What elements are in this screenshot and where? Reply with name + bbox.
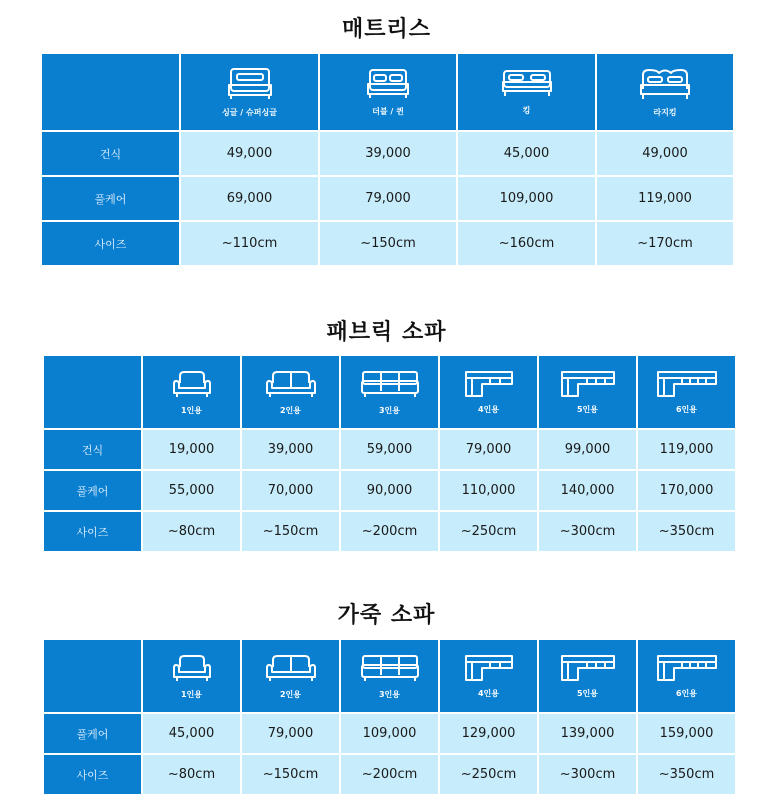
table-row [41,131,734,176]
corner-sofa-6-icon [638,370,735,398]
column-label: 5인용 [576,404,599,414]
column-label: 3인용 [378,689,401,699]
column-label: 2인용 [279,689,302,699]
price-cell: 90,000 [340,470,439,511]
price-cell: 119,000 [596,176,734,221]
size-cell: ~350cm [637,754,736,795]
column-label: 6인용 [675,404,698,414]
corner-sofa-6-icon [638,654,735,682]
size-cell: ~150cm [319,221,457,266]
price-cell: 70,000 [241,470,340,511]
size-cell: ~170cm [596,221,734,266]
column-label: 더블 / 퀸 [372,106,404,116]
column-header-2-seat [241,355,340,429]
mattress-title: 매트리스 [341,17,431,42]
column-header-3-seat [340,355,439,429]
table-corner [43,639,142,713]
price-cell: 79,000 [319,176,457,221]
price-cell: 129,000 [439,713,538,754]
column-header-1-seat [142,639,241,713]
armchair-icon [143,653,240,683]
size-cell: ~250cm [439,754,538,795]
table-row [43,754,736,795]
row-label: 건식 [43,429,142,470]
fabric-sofa-title: 패브릭 소파 [326,320,447,345]
column-header-4-seat [439,639,538,713]
price-cell: 170,000 [637,470,736,511]
row-label: 풀케어 [41,176,180,221]
double-bed-icon [320,68,456,100]
two-seat-sofa-icon [242,653,339,683]
size-cell: ~80cm [142,754,241,795]
mattress-price-table [40,52,735,267]
column-header-3-seat [340,639,439,713]
column-header-single [180,53,319,131]
price-cell: 19,000 [142,429,241,470]
size-cell: ~80cm [142,511,241,552]
table-corner [43,355,142,429]
column-header-1-seat [142,355,241,429]
price-cell: 69,000 [180,176,319,221]
table-row [43,470,736,511]
size-cell: ~350cm [637,511,736,552]
column-header-2-seat [241,639,340,713]
column-label: 4인용 [477,688,500,698]
size-cell: ~250cm [439,511,538,552]
table-row [43,713,736,754]
column-label: 1인용 [180,689,203,699]
price-cell: 49,000 [596,131,734,176]
corner-sofa-5-icon [539,370,636,398]
size-cell: ~150cm [241,754,340,795]
column-label: 킹 [522,105,531,115]
price-cell: 49,000 [180,131,319,176]
size-cell: ~110cm [180,221,319,266]
column-header-5-seat [538,355,637,429]
column-header-5-seat [538,639,637,713]
king-bed-icon [458,69,595,99]
column-header-king [457,53,596,131]
price-cell: 159,000 [637,713,736,754]
price-cell: 109,000 [340,713,439,754]
armchair-icon [143,369,240,399]
large-king-bed-icon [597,67,733,101]
two-seat-sofa-icon [242,369,339,399]
price-cell: 99,000 [538,429,637,470]
column-header-4-seat [439,355,538,429]
price-cell: 119,000 [637,429,736,470]
price-cell: 55,000 [142,470,241,511]
column-label: 1인용 [180,405,203,415]
price-cell: 39,000 [241,429,340,470]
table-row [41,221,734,266]
column-header-double [319,53,457,131]
price-cell: 79,000 [241,713,340,754]
size-cell: ~200cm [340,511,439,552]
size-cell: ~150cm [241,511,340,552]
size-cell: ~200cm [340,754,439,795]
column-label: 2인용 [279,405,302,415]
price-cell: 139,000 [538,713,637,754]
fabric-sofa-price-table [42,354,737,553]
column-header-6-seat [637,639,736,713]
column-header-6-seat [637,355,736,429]
price-cell: 109,000 [457,176,596,221]
column-header-large-king [596,53,734,131]
price-cell: 45,000 [457,131,596,176]
row-label: 건식 [41,131,180,176]
column-label: 싱글 / 슈퍼싱글 [222,107,277,117]
column-label: 6인용 [675,688,698,698]
table-row [43,511,736,552]
row-label: 풀케어 [43,470,142,511]
corner-sofa-4-icon [440,654,537,682]
price-cell: 39,000 [319,131,457,176]
row-label: 사이즈 [41,221,180,266]
column-label: 5인용 [576,688,599,698]
column-label: 4인용 [477,404,500,414]
corner-sofa-4-icon [440,370,537,398]
row-label: 사이즈 [43,754,142,795]
column-label: 3인용 [378,405,401,415]
price-cell: 110,000 [439,470,538,511]
table-row [43,429,736,470]
table-row [41,176,734,221]
price-cell: 79,000 [439,429,538,470]
three-seat-sofa-icon [341,653,438,683]
single-bed-icon [181,67,318,101]
leather-sofa-title: 가죽 소파 [337,603,436,628]
size-cell: ~300cm [538,754,637,795]
row-label: 풀케어 [43,713,142,754]
corner-sofa-5-icon [539,654,636,682]
size-cell: ~160cm [457,221,596,266]
three-seat-sofa-icon [341,369,438,399]
price-cell: 59,000 [340,429,439,470]
leather-sofa-price-table [42,638,737,796]
price-cell: 140,000 [538,470,637,511]
size-cell: ~300cm [538,511,637,552]
table-corner [41,53,180,131]
row-label: 사이즈 [43,511,142,552]
price-cell: 45,000 [142,713,241,754]
column-label: 라지킹 [653,107,677,117]
